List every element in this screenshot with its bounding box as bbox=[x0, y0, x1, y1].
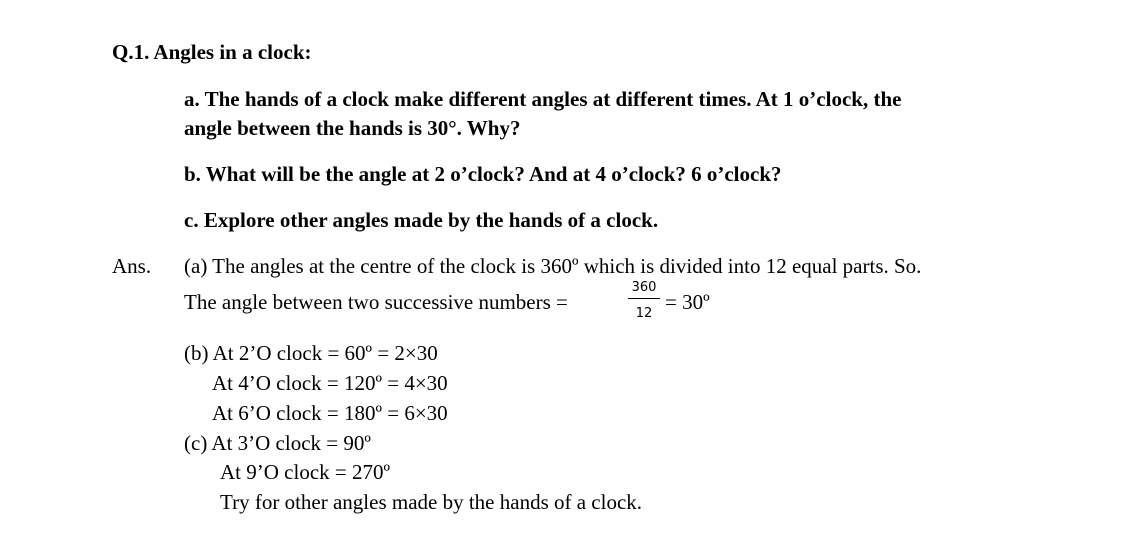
fraction-numerator: 360 bbox=[628, 280, 660, 299]
fraction-denominator: 12 bbox=[635, 306, 653, 321]
question-part-a-line-2: angle between the hands is 30°. Why? bbox=[184, 116, 521, 140]
answer-part-c-line-2: At 9’O clock = 270º bbox=[220, 460, 390, 484]
answer-part-c-line-3: Try for other angles made by the hands of a clock. bbox=[220, 490, 643, 514]
answer-part-b-line-2: At 4’O clock = 120º = 4×30 bbox=[212, 371, 448, 395]
answer-part-a-line-1: (a) The angles at the centre of the clock is 360º which is divided into 12 equal parts. So. bbox=[184, 254, 922, 278]
question-part-c: c. Explore other angles made by the hands of a clock. bbox=[184, 208, 659, 232]
answer-part-c-line-1: (c) At 3’O clock = 90º bbox=[184, 431, 371, 455]
answer-part-a-line-2: The angle between two successive numbers = bbox=[184, 290, 568, 314]
answer-part-b-line-3: At 6’O clock = 180º = 6×30 bbox=[212, 401, 448, 425]
fraction-result: = 30º bbox=[665, 290, 710, 314]
question-title: Q.1. Angles in a clock: bbox=[112, 40, 312, 64]
answer-part-b-line-1: (b) At 2’O clock = 60º = 2×30 bbox=[184, 341, 438, 365]
angle-fraction bbox=[628, 280, 660, 322]
question-part-b: b. What will be the angle at 2 o’clock? And at 4 o’clock? 6 o’clock? bbox=[184, 162, 782, 186]
question-part-a-line-1: a. The hands of a clock make different angles at different times. At 1 o’clock, the bbox=[184, 87, 902, 111]
answer-label: Ans. bbox=[112, 254, 152, 278]
